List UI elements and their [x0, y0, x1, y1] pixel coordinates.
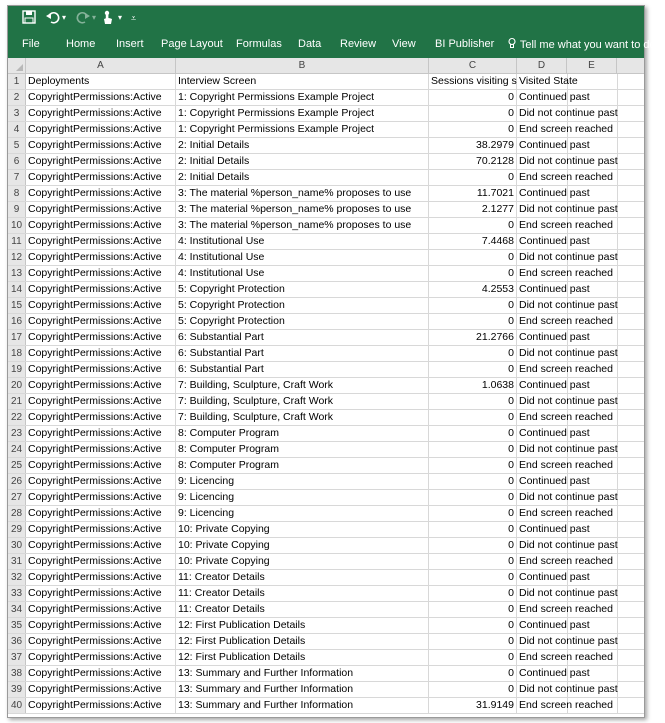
cell-deployment[interactable]: CopyrightPermissions:Active	[26, 634, 176, 649]
cell-interview-screen[interactable]: 11: Creator Details	[176, 570, 429, 585]
tab-formulas[interactable]: Formulas	[236, 38, 282, 50]
cell-deployment[interactable]: CopyrightPermissions:Active	[26, 282, 176, 297]
redo-dropdown-icon: ▾	[92, 13, 97, 22]
cell-deployment[interactable]: CopyrightPermissions:Active	[26, 138, 176, 153]
cell-deployment[interactable]: CopyrightPermissions:Active	[26, 586, 176, 601]
cell-deployment[interactable]: CopyrightPermissions:Active	[26, 250, 176, 265]
save-icon[interactable]	[22, 10, 36, 27]
cell-interview-screen[interactable]: 7: Building, Sculpture, Craft Work	[176, 378, 429, 393]
row-number[interactable]: 19	[8, 362, 26, 377]
cell-interview-screen[interactable]: 2: Initial Details	[176, 170, 429, 185]
cell-visited-state[interactable]: Did not continue past	[519, 299, 618, 311]
cell-interview-screen[interactable]: 8: Computer Program	[176, 458, 429, 473]
cell-interview-screen[interactable]: Interview Screen	[176, 74, 429, 89]
cell-interview-screen[interactable]: 6: Substantial Part	[176, 362, 429, 377]
table-row	[8, 186, 644, 202]
cell-sessions[interactable]: 0	[429, 490, 517, 505]
cell-visited-state[interactable]: Did not continue past	[519, 491, 618, 503]
cell-interview-screen[interactable]: 3: The material %person_name% proposes to use	[176, 218, 429, 233]
cell-visited-state[interactable]: End screen reached	[519, 651, 613, 663]
cell-visited-state[interactable]: Did not continue past	[519, 155, 618, 167]
cell-interview-screen[interactable]: 5: Copyright Protection	[176, 298, 429, 313]
cell-interview-screen[interactable]: 13: Summary and Further Information	[176, 698, 429, 713]
cell-interview-screen[interactable]: 1: Copyright Permissions Example Project	[176, 122, 429, 137]
cell-deployment[interactable]: CopyrightPermissions:Active	[26, 106, 176, 121]
column-header-d[interactable]: D	[517, 58, 567, 73]
cell-visited-state[interactable]: End screen reached	[519, 555, 613, 567]
worksheet-grid[interactable]	[8, 58, 644, 717]
row-number[interactable]: 31	[8, 554, 26, 569]
table-row	[8, 682, 644, 698]
cell-interview-screen[interactable]: 10: Private Copying	[176, 538, 429, 553]
cell-deployment[interactable]: CopyrightPermissions:Active	[26, 442, 176, 457]
table-row	[8, 250, 644, 266]
cell-interview-screen[interactable]: 13: Summary and Further Information	[176, 682, 429, 697]
tab-review[interactable]: Review	[340, 38, 377, 50]
table-row	[8, 122, 644, 138]
cell-sessions[interactable]: 0	[429, 602, 517, 617]
cell-sessions[interactable]: 0	[429, 586, 517, 601]
column-headers	[8, 58, 644, 74]
cell-sessions[interactable]: 4.2553	[429, 282, 517, 297]
table-row	[8, 490, 644, 506]
cell-deployment[interactable]: CopyrightPermissions:Active	[26, 314, 176, 329]
cell-interview-screen[interactable]: 11: Creator Details	[176, 586, 429, 601]
row-number[interactable]: 1	[8, 74, 26, 89]
cell-deployment[interactable]: CopyrightPermissions:Active	[26, 170, 176, 185]
row-number[interactable]: 18	[8, 346, 26, 361]
table-row	[8, 138, 644, 154]
cell-sessions[interactable]: 11.7021	[429, 186, 517, 201]
row-number[interactable]: 6	[8, 154, 26, 169]
cell-sessions[interactable]: 0	[429, 650, 517, 665]
cell-sessions[interactable]: 0	[429, 250, 517, 265]
redo-icon	[76, 10, 90, 27]
cell-sessions[interactable]: 21.2766	[429, 330, 517, 345]
cell-visited-state[interactable]: Continued past	[519, 571, 590, 583]
row-number[interactable]: 35	[8, 618, 26, 633]
excel-window	[7, 5, 665, 718]
table-row	[8, 218, 644, 234]
select-all-corner[interactable]	[8, 58, 26, 73]
cell-interview-screen[interactable]: 7: Building, Sculpture, Craft Work	[176, 394, 429, 409]
cell-deployment[interactable]: CopyrightPermissions:Active	[26, 426, 176, 441]
cell-sessions[interactable]: 0	[429, 394, 517, 409]
cell-deployment[interactable]: CopyrightPermissions:Active	[26, 602, 176, 617]
row-number[interactable]: 23	[8, 426, 26, 441]
cell-interview-screen[interactable]: 11: Creator Details	[176, 602, 429, 617]
table-row	[8, 458, 644, 474]
row-number[interactable]: 36	[8, 634, 26, 649]
cell-sessions[interactable]: 2.1277	[429, 202, 517, 217]
table-row	[8, 522, 644, 538]
row-number[interactable]: 29	[8, 522, 26, 537]
cell-deployment[interactable]: CopyrightPermissions:Active	[26, 266, 176, 281]
table-row	[8, 90, 644, 106]
cell-deployment[interactable]: CopyrightPermissions:Active	[26, 570, 176, 585]
table-row	[8, 106, 644, 122]
column-header-c[interactable]: C	[429, 58, 517, 73]
cell-visited-state[interactable]: End screen reached	[519, 459, 613, 471]
cell-visited-state[interactable]: Continued past	[519, 475, 590, 487]
cell-visited-state[interactable]: End screen reached	[519, 171, 613, 183]
cell-sessions[interactable]: 0	[429, 522, 517, 537]
cell-interview-screen[interactable]: 9: Licencing	[176, 474, 429, 489]
column-header-e[interactable]: E	[567, 58, 617, 73]
cell-visited-state[interactable]: End screen reached	[519, 507, 613, 519]
lightbulb-icon	[508, 38, 517, 48]
cell-sessions[interactable]: 0	[429, 426, 517, 441]
row-number[interactable]: 13	[8, 266, 26, 281]
table-row	[8, 74, 644, 90]
row-number[interactable]: 24	[8, 442, 26, 457]
table-row	[8, 650, 644, 666]
cell-visited-state[interactable]: End screen reached	[519, 315, 613, 327]
cell-sessions[interactable]: 0	[429, 506, 517, 521]
cell-sessions[interactable]: 0	[429, 458, 517, 473]
cell-sessions[interactable]: 0	[429, 682, 517, 697]
cell-sessions[interactable]: 0	[429, 170, 517, 185]
cell-deployment[interactable]: CopyrightPermissions:Active	[26, 554, 176, 569]
cell-interview-screen[interactable]: 5: Copyright Protection	[176, 314, 429, 329]
cell-visited-state[interactable]: End screen reached	[519, 603, 613, 615]
cell-visited-state[interactable]: End screen reached	[519, 363, 613, 375]
table-row	[8, 410, 644, 426]
cell-interview-screen[interactable]: 13: Summary and Further Information	[176, 666, 429, 681]
cell-sessions[interactable]: 0	[429, 666, 517, 681]
cell-interview-screen[interactable]: 2: Initial Details	[176, 138, 429, 153]
row-number[interactable]: 3	[8, 106, 26, 121]
cell-interview-screen[interactable]: 4: Institutional Use	[176, 234, 429, 249]
cell-sessions[interactable]: 0	[429, 314, 517, 329]
cell-visited-state[interactable]: Continued past	[519, 283, 590, 295]
cell-visited-state[interactable]: Did not continue past	[519, 251, 618, 263]
table-row	[8, 442, 644, 458]
cell-interview-screen[interactable]: 6: Substantial Part	[176, 346, 429, 361]
cell-deployment[interactable]: CopyrightPermissions:Active	[26, 330, 176, 345]
table-row	[8, 266, 644, 282]
touch-mode-icon[interactable]	[102, 10, 114, 27]
cell-deployment[interactable]: CopyrightPermissions:Active	[26, 218, 176, 233]
cell-sessions[interactable]: 31.9149	[429, 698, 517, 713]
table-row	[8, 282, 644, 298]
row-number[interactable]: 40	[8, 698, 26, 713]
cell-sessions[interactable]: Sessions visiting s	[431, 75, 517, 87]
cell-deployment[interactable]: CopyrightPermissions:Active	[26, 618, 176, 633]
table-row	[8, 346, 644, 362]
cell-interview-screen[interactable]: 9: Licencing	[176, 490, 429, 505]
row-number[interactable]: 37	[8, 650, 26, 665]
cell-sessions[interactable]: 0	[429, 122, 517, 137]
cell-interview-screen[interactable]: 12: First Publication Details	[176, 618, 429, 633]
tab-bi-publisher[interactable]: BI Publisher	[435, 38, 495, 50]
cell-deployment[interactable]: CopyrightPermissions:Active	[26, 362, 176, 377]
cell-visited-state[interactable]: Did not continue past	[519, 107, 618, 119]
table-row	[8, 506, 644, 522]
cell-visited-state[interactable]: Continued past	[519, 91, 590, 103]
cell-visited-state[interactable]: End screen reached	[519, 267, 613, 279]
cell-visited-state[interactable]: Did not continue past	[519, 539, 618, 551]
cell-sessions[interactable]: 0	[429, 362, 517, 377]
table-row	[8, 394, 644, 410]
table-row	[8, 234, 644, 250]
row-number[interactable]: 16	[8, 314, 26, 329]
tell-me-text: Tell me what you want to do...	[519, 39, 665, 51]
table-row	[8, 314, 644, 330]
tab-file[interactable]: File	[22, 38, 40, 50]
table-row	[8, 202, 644, 218]
cell-deployment[interactable]: CopyrightPermissions:Active	[26, 506, 176, 521]
cell-deployment[interactable]: CopyrightPermissions:Active	[26, 154, 176, 169]
table-row	[8, 474, 644, 490]
cell-deployment[interactable]: CopyrightPermissions:Active	[26, 234, 176, 249]
cell-interview-screen[interactable]: 8: Computer Program	[176, 426, 429, 441]
cell-visited-state[interactable]: Continued past	[519, 523, 590, 535]
row-number[interactable]: 33	[8, 586, 26, 601]
cell-sessions[interactable]: 0	[429, 538, 517, 553]
cell-visited-state[interactable]: Did not continue past	[519, 635, 618, 647]
cell-deployment[interactable]: CopyrightPermissions:Active	[26, 458, 176, 473]
cell-interview-screen[interactable]: 1: Copyright Permissions Example Project	[176, 106, 429, 121]
cell-visited-state[interactable]: Continued past	[519, 235, 590, 247]
cell-visited-state[interactable]: End screen reached	[519, 411, 613, 423]
table-row	[8, 362, 644, 378]
cell-sessions[interactable]: 1.0638	[429, 378, 517, 393]
cell-deployment[interactable]: CopyrightPermissions:Active	[26, 522, 176, 537]
row-number[interactable]: 28	[8, 506, 26, 521]
row-number[interactable]: 15	[8, 298, 26, 313]
cell-interview-screen[interactable]: 8: Computer Program	[176, 442, 429, 457]
table-row	[8, 538, 644, 554]
cell-visited-state[interactable]: Did not continue past	[519, 443, 618, 455]
table-row	[8, 602, 644, 618]
column-header-b[interactable]: B	[176, 58, 429, 73]
cell-visited-state[interactable]: End screen reached	[519, 699, 613, 711]
cell-deployment[interactable]: CopyrightPermissions:Active	[26, 474, 176, 489]
cell-interview-screen[interactable]: 4: Institutional Use	[176, 266, 429, 281]
undo-icon[interactable]	[46, 10, 60, 27]
cell-deployment[interactable]: CopyrightPermissions:Active	[26, 682, 176, 697]
cell-sessions[interactable]: 0	[429, 218, 517, 233]
cell-interview-screen[interactable]: 7: Building, Sculpture, Craft Work	[176, 410, 429, 425]
row-number[interactable]: 4	[8, 122, 26, 137]
cell-interview-screen[interactable]: 12: First Publication Details	[176, 650, 429, 665]
table-row	[8, 618, 644, 634]
cell-interview-screen[interactable]: 4: Institutional Use	[176, 250, 429, 265]
cell-visited-state[interactable]: Continued past	[519, 667, 590, 679]
cell-deployment[interactable]: CopyrightPermissions:Active	[26, 90, 176, 105]
table-row	[8, 426, 644, 442]
cell-sessions[interactable]: 38.2979	[429, 138, 517, 153]
tab-page-layout[interactable]: Page Layout	[161, 38, 223, 50]
cell-visited-state[interactable]: Did not continue past	[519, 203, 618, 215]
row-number[interactable]: 39	[8, 682, 26, 697]
cell-sessions[interactable]: 70.2128	[429, 154, 517, 169]
cell-sessions[interactable]: 7.4468	[429, 234, 517, 249]
cell-deployment[interactable]: CopyrightPermissions:Active	[26, 298, 176, 313]
cell-deployment[interactable]: CopyrightPermissions:Active	[26, 650, 176, 665]
cell-interview-screen[interactable]: 6: Substantial Part	[176, 330, 429, 345]
row-number[interactable]: 25	[8, 458, 26, 473]
cell-visited-state[interactable]: Did not continue past	[519, 587, 618, 599]
table-row	[8, 634, 644, 650]
ribbon-tabs	[8, 31, 665, 58]
row-number[interactable]: 12	[8, 250, 26, 265]
cell-deployment[interactable]: CopyrightPermissions:Active	[26, 186, 176, 201]
row-number[interactable]: 14	[8, 282, 26, 297]
row-number[interactable]: 5	[8, 138, 26, 153]
cell-visited-state[interactable]: Continued past	[519, 139, 590, 151]
cell-interview-screen[interactable]: 3: The material %person_name% proposes to use	[176, 186, 429, 201]
cell-visited-state[interactable]: Continued past	[519, 331, 590, 343]
cell-sessions[interactable]: 0	[429, 618, 517, 633]
cell-visited-state[interactable]: End screen reached	[519, 123, 613, 135]
table-row	[8, 554, 644, 570]
tab-data[interactable]: Data	[298, 38, 322, 50]
cell-sessions[interactable]: 0	[429, 554, 517, 569]
row-number[interactable]: 7	[8, 170, 26, 185]
cell-sessions[interactable]: 0	[429, 474, 517, 489]
row-number[interactable]: 11	[8, 234, 26, 249]
row-number[interactable]: 9	[8, 202, 26, 217]
cell-visited-state[interactable]: Did not continue past	[519, 683, 618, 695]
cell-visited-state[interactable]: End screen reached	[519, 219, 613, 231]
cell-visited-state[interactable]: Continued past	[519, 187, 590, 199]
row-number[interactable]: 38	[8, 666, 26, 681]
cell-visited-state[interactable]: Did not continue past	[519, 395, 618, 407]
cell-deployment[interactable]: CopyrightPermissions:Active	[26, 346, 176, 361]
table-row	[8, 666, 644, 682]
table-row	[8, 586, 644, 602]
cell-sessions[interactable]: 0	[429, 106, 517, 121]
cell-sessions[interactable]: 0	[429, 346, 517, 361]
cell-interview-screen[interactable]: 3: The material %person_name% proposes to use	[176, 202, 429, 217]
cell-visited-state[interactable]: Continued past	[519, 379, 590, 391]
cell-visited-state[interactable]: Continued past	[519, 427, 590, 439]
cell-interview-screen[interactable]: 10: Private Copying	[176, 522, 429, 537]
cell-deployment[interactable]: CopyrightPermissions:Active	[26, 538, 176, 553]
cell-deployment[interactable]: CopyrightPermissions:Active	[26, 122, 176, 137]
cell-visited-state[interactable]: Continued past	[519, 619, 590, 631]
cell-sessions[interactable]: 0	[429, 298, 517, 313]
cell-deployment[interactable]: CopyrightPermissions:Active	[26, 490, 176, 505]
cell-deployment[interactable]: CopyrightPermissions:Active	[26, 394, 176, 409]
column-header-a[interactable]: A	[26, 58, 176, 73]
row-number[interactable]: 34	[8, 602, 26, 617]
row-number[interactable]: 20	[8, 378, 26, 393]
undo-dropdown-icon[interactable]: ▾	[62, 13, 67, 22]
cell-sessions[interactable]: 0	[429, 570, 517, 585]
cell-visited-state[interactable]: Did not continue past	[519, 347, 618, 359]
cell-deployment[interactable]: CopyrightPermissions:Active	[26, 410, 176, 425]
cell-interview-screen[interactable]: 2: Initial Details	[176, 154, 429, 169]
cell-deployment[interactable]: Deployments	[26, 74, 176, 89]
row-number[interactable]: 21	[8, 394, 26, 409]
table-row	[8, 698, 644, 714]
table-row	[8, 330, 644, 346]
touch-dropdown-icon[interactable]: ▾	[118, 13, 123, 22]
cell-deployment[interactable]: CopyrightPermissions:Active	[26, 666, 176, 681]
quick-access-toolbar	[8, 6, 644, 31]
cell-interview-screen[interactable]: 12: First Publication Details	[176, 634, 429, 649]
cell-interview-screen[interactable]: 5: Copyright Protection	[176, 282, 429, 297]
row-number[interactable]: 17	[8, 330, 26, 345]
row-number[interactable]: 22	[8, 410, 26, 425]
row-number[interactable]: 27	[8, 490, 26, 505]
cell-deployment[interactable]: CopyrightPermissions:Active	[26, 202, 176, 217]
table-row	[8, 378, 644, 394]
table-row	[8, 154, 644, 170]
cell-sessions[interactable]: 0	[429, 90, 517, 105]
tab-view[interactable]: View	[392, 38, 416, 50]
cell-sessions[interactable]: 0	[429, 266, 517, 281]
table-row	[8, 298, 644, 314]
cell-sessions[interactable]: 0	[429, 634, 517, 649]
row-number[interactable]: 32	[8, 570, 26, 585]
column-header-f[interactable]	[617, 58, 644, 73]
row-number[interactable]: 8	[8, 186, 26, 201]
cell-deployment[interactable]: CopyrightPermissions:Active	[26, 378, 176, 393]
tell-me-search[interactable]	[508, 38, 665, 51]
customize-icon[interactable]: ⩡	[131, 13, 137, 23]
tab-insert[interactable]: Insert	[116, 38, 144, 50]
cell-visited-state[interactable]: Visited State	[519, 75, 578, 87]
row-number[interactable]: 10	[8, 218, 26, 233]
cell-interview-screen[interactable]: 1: Copyright Permissions Example Project	[176, 90, 429, 105]
cell-sessions[interactable]: 0	[429, 442, 517, 457]
tab-home[interactable]: Home	[66, 38, 96, 50]
cell-interview-screen[interactable]: 10: Private Copying	[176, 554, 429, 569]
table-row	[8, 570, 644, 586]
row-number[interactable]: 30	[8, 538, 26, 553]
row-number[interactable]: 2	[8, 90, 26, 105]
row-number[interactable]: 26	[8, 474, 26, 489]
cell-interview-screen[interactable]: 9: Licencing	[176, 506, 429, 521]
cell-sessions[interactable]: 0	[429, 410, 517, 425]
cell-deployment[interactable]: CopyrightPermissions:Active	[26, 698, 176, 713]
table-row	[8, 170, 644, 186]
